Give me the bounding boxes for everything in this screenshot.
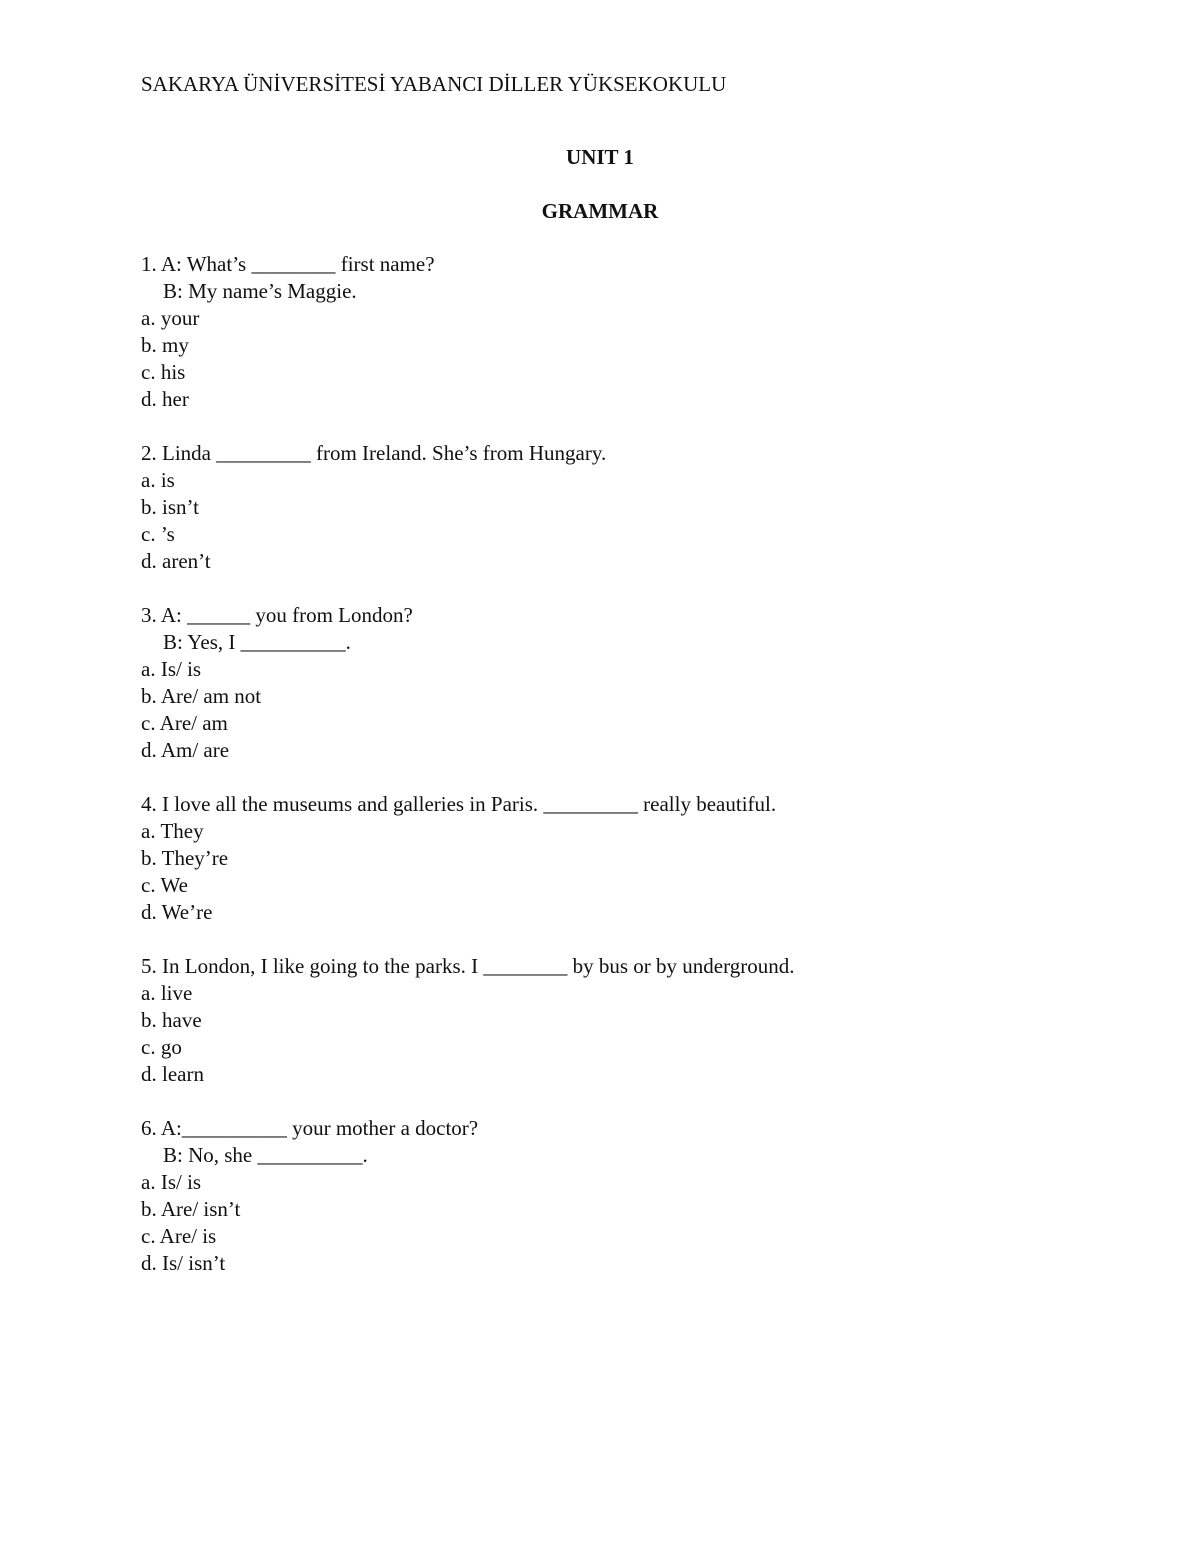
option-a: a. is	[141, 468, 175, 492]
section-title: GRAMMAR	[541, 199, 659, 223]
option-b: b. isn’t	[141, 495, 199, 519]
option-b: b. have	[141, 1008, 202, 1032]
question-stem: 2. Linda _________ from Ireland. She’s from Hungary.	[141, 441, 607, 465]
question-response: B: No, she __________.	[163, 1143, 368, 1167]
option-a: a. your	[141, 306, 200, 330]
question-response: B: My name’s Maggie.	[163, 279, 357, 303]
option-d: d. We’re	[141, 900, 213, 924]
option-c: c. his	[141, 360, 186, 384]
question-6	[141, 1115, 1101, 1277]
option-a: a. live	[141, 981, 193, 1005]
option-a: a. Is/ is	[141, 657, 202, 681]
option-b: b. Are/ isn’t	[141, 1197, 241, 1221]
option-c: c. Are/ is	[141, 1224, 217, 1248]
question-stem: 5. In London, I like going to the parks. I ________ by bus or by underground.	[141, 954, 795, 978]
question-response: B: Yes, I __________.	[163, 630, 351, 654]
question-stem: 4. I love all the museums and galleries in Paris. _________ really beautiful.	[141, 792, 777, 816]
question-3	[141, 602, 1101, 764]
question-4	[141, 791, 1101, 926]
option-c: c. We	[141, 873, 188, 897]
question-1	[141, 251, 1101, 413]
option-c: c. ’s	[141, 522, 175, 546]
option-b: b. my	[141, 333, 189, 357]
institution-header: SAKARYA ÜNİVERSİTESİ YABANCI DİLLER YÜKSEKOKULU	[141, 72, 727, 96]
option-d: d. her	[141, 387, 189, 411]
option-a: a. Is/ is	[141, 1170, 202, 1194]
question-stem: 3. A: ______ you from London?	[141, 603, 413, 627]
option-d: d. Is/ isn’t	[141, 1251, 226, 1275]
option-d: d. Am/ are	[141, 738, 230, 762]
option-c: c. go	[141, 1035, 182, 1059]
option-b: b. Are/ am not	[141, 684, 262, 708]
question-5	[141, 953, 1101, 1088]
option-d: d. learn	[141, 1062, 204, 1086]
question-stem: 1. A: What’s ________ first name?	[141, 252, 435, 276]
question-list	[141, 251, 1101, 1304]
question-stem: 6. A:__________ your mother a doctor?	[141, 1116, 479, 1140]
option-c: c. Are/ am	[141, 711, 228, 735]
option-b: b. They’re	[141, 846, 229, 870]
question-2	[141, 440, 1101, 575]
option-a: a. They	[141, 819, 204, 843]
unit-title: UNIT 1	[566, 145, 634, 169]
option-d: d. aren’t	[141, 549, 211, 573]
